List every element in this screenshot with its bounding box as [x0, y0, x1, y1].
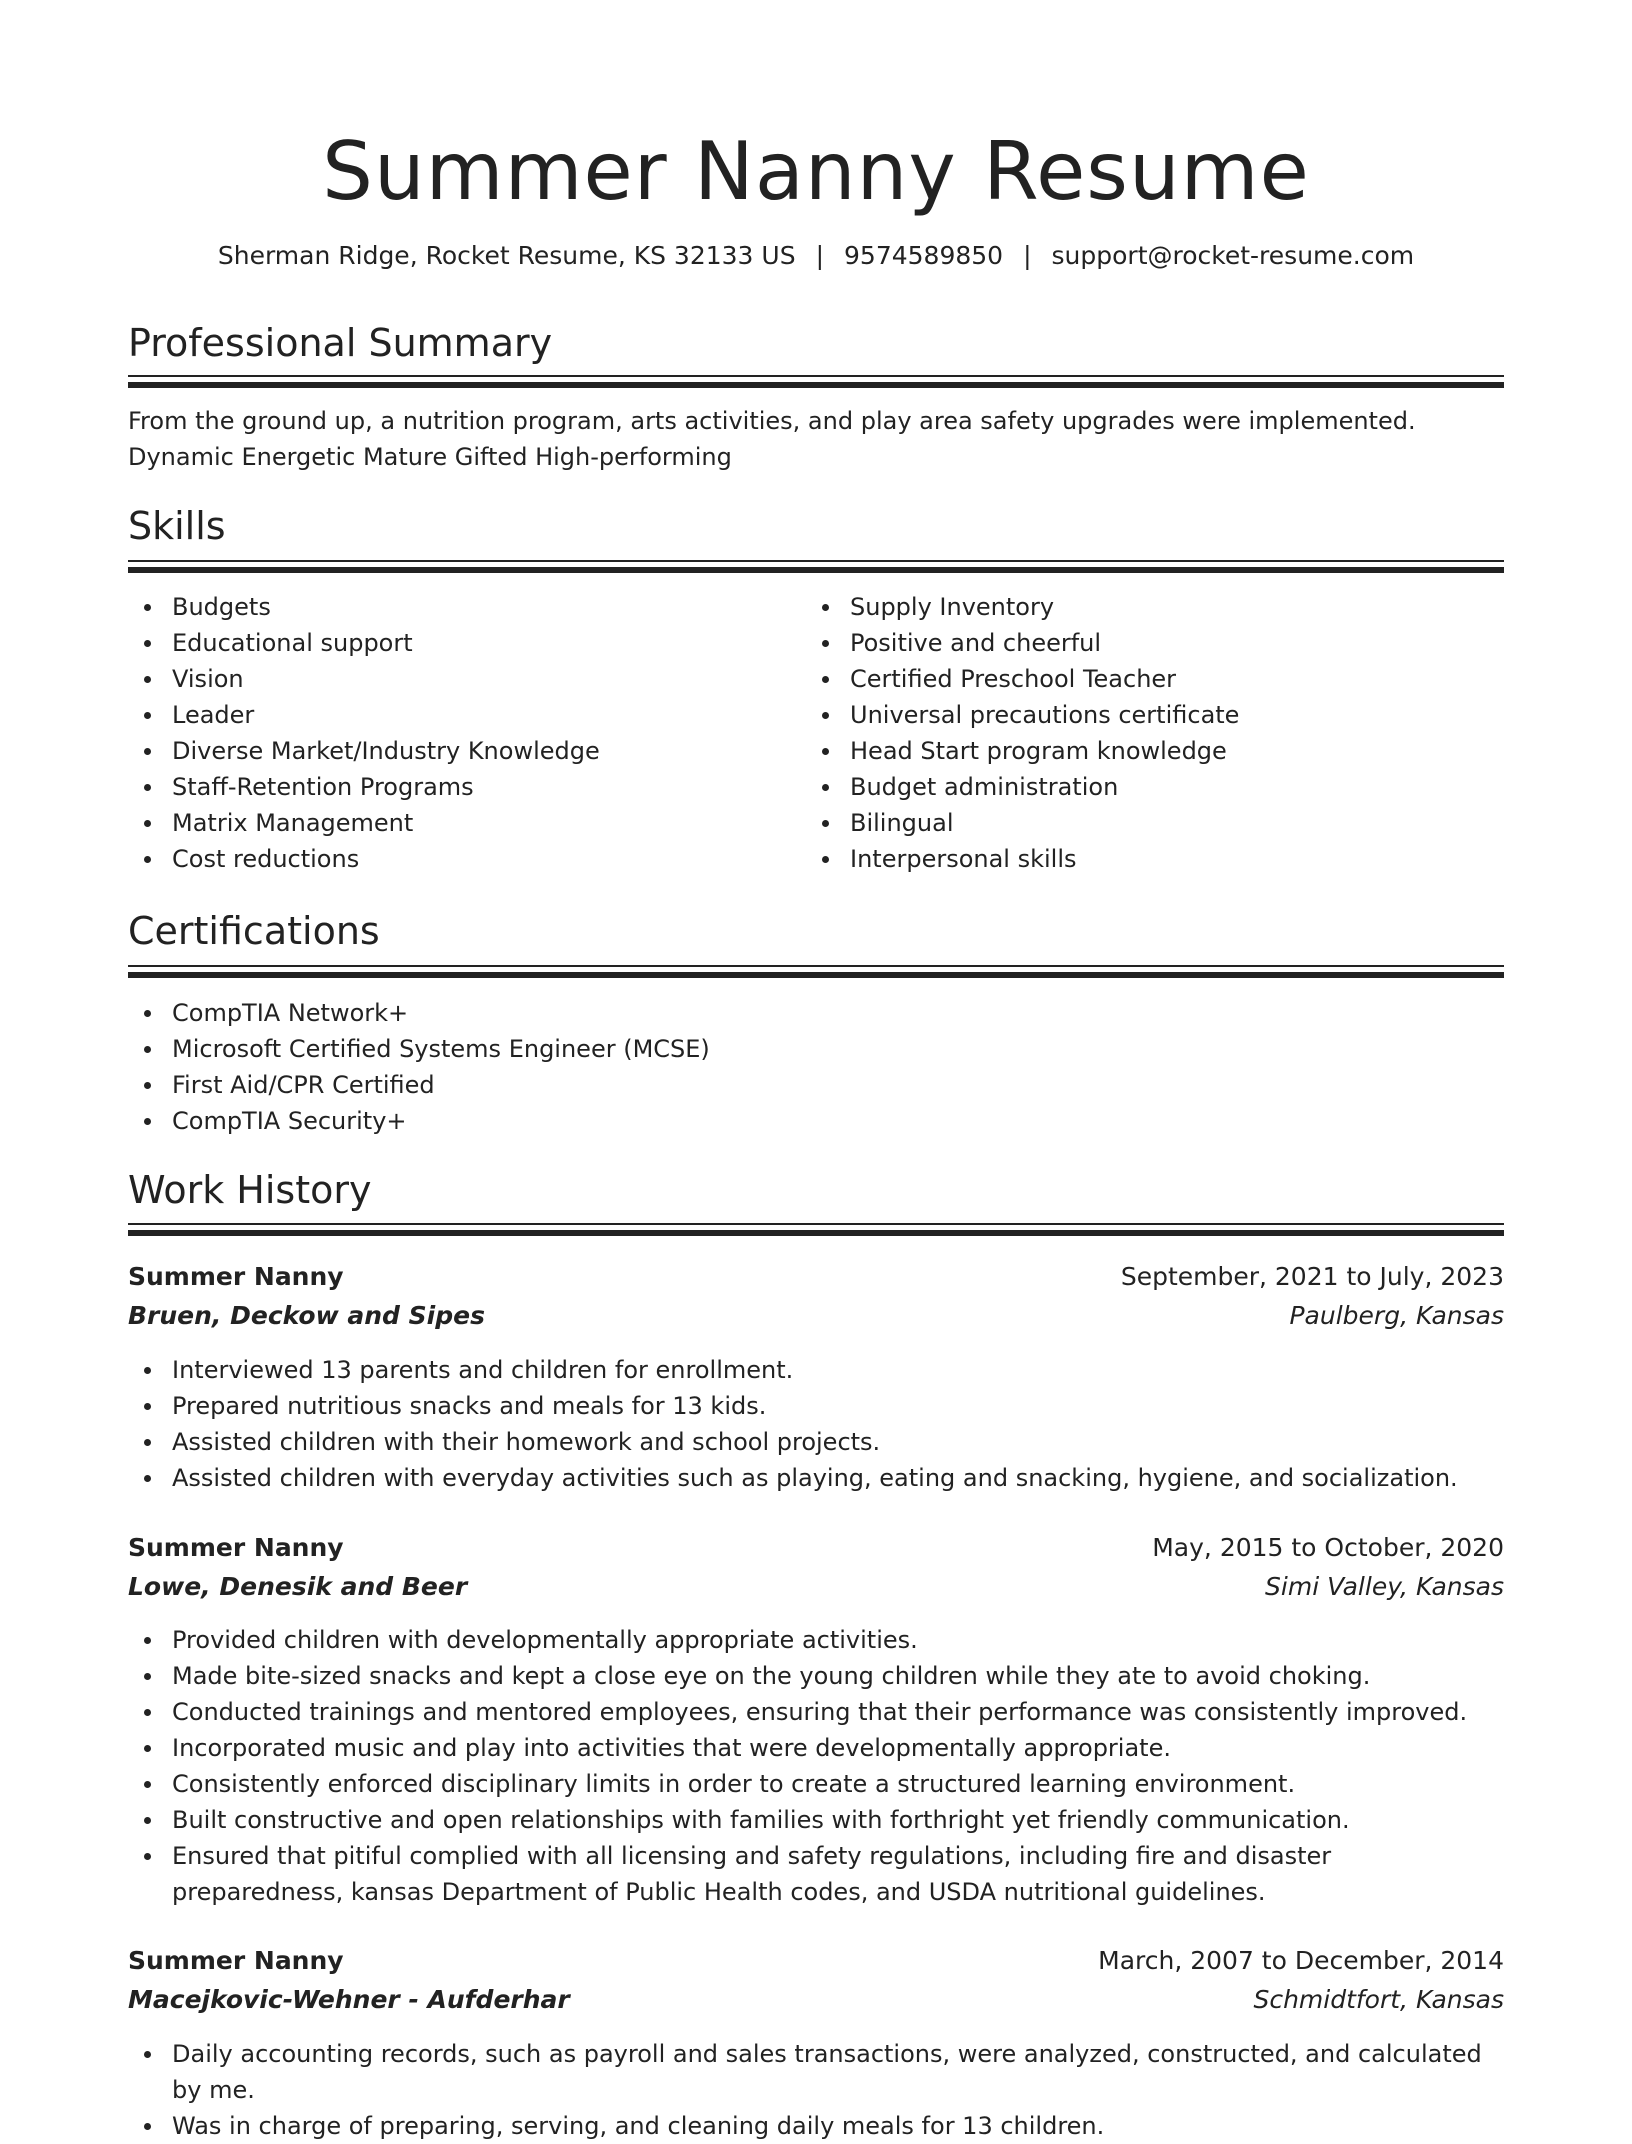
section-title-skills: Skills: [128, 504, 226, 548]
contact-line: [128, 238, 1504, 274]
skill-item: Staff-Retention Programs: [128, 769, 788, 805]
skill-item: Budgets: [128, 589, 788, 625]
certification-item: First Aid/CPR Certified: [128, 1067, 1504, 1103]
job-duty-item: Interviewed 13 parents and children for enrollment.: [128, 1352, 1504, 1388]
section-divider: [128, 1223, 1504, 1237]
skill-item: Leader: [128, 697, 788, 733]
job-location: Paulberg, Kansas: [1289, 1301, 1504, 1330]
skill-item: Educational support: [128, 625, 788, 661]
certification-item: Microsoft Certified Systems Engineer (MCSE): [128, 1031, 1504, 1067]
job-duty-item: Incorporated music and play into activities that were developmentally appropriate.: [128, 1730, 1504, 1766]
job-duties-list: [128, 1352, 1504, 1496]
job-duty-item: Daily accounting records, such as payroll and sales transactions, were analyzed, constructed, and calculated by me.: [128, 2036, 1504, 2108]
job-duty-item: Made bite-sized snacks and kept a close eye on the young children while they ate to avoid choking.: [128, 1658, 1504, 1694]
job-dates: September, 2021 to July, 2023: [1120, 1262, 1504, 1291]
skill-item: Budget administration: [806, 769, 1504, 805]
job-duties-list: [128, 1622, 1504, 1910]
job-duty-item: Was in charge of preparing, serving, and cleaning daily meals for 13 children.: [128, 2108, 1504, 2144]
job-location: Schmidtfort, Kansas: [1253, 1985, 1504, 2014]
contact-separator: |: [815, 241, 825, 270]
job-dates: May, 2015 to October, 2020: [1152, 1533, 1504, 1562]
job-duty-item: Assisted children with everyday activities such as playing, eating and snacking, hygiene, and socialization.: [128, 1460, 1504, 1496]
skills-list-right: [806, 589, 1504, 877]
job-duties-list: [128, 2036, 1504, 2144]
job-duty-item: Consistently enforced disciplinary limits in order to create a structured learning environment.: [128, 1766, 1504, 1802]
skill-item: Vision: [128, 661, 788, 697]
section-title-summary: Professional Summary: [128, 321, 553, 365]
job-location: Simi Valley, Kansas: [1265, 1572, 1504, 1601]
resume-title: Summer Nanny Resume: [322, 125, 1310, 218]
job-dates: March, 2007 to December, 2014: [1098, 1946, 1504, 1975]
job-title: Summer Nanny: [128, 1946, 344, 1975]
certification-item: CompTIA Security+: [128, 1103, 1504, 1139]
summary-text: From the ground up, a nutrition program, arts activities, and play area safety upgrades were implemented. Dynamic Energetic Mature Gifted High-performing: [128, 407, 1416, 471]
skill-item: Cost reductions: [128, 841, 788, 877]
certification-item: CompTIA Network+: [128, 995, 1504, 1031]
job-duty-item: Prepared nutritious snacks and meals for 13 kids.: [128, 1388, 1504, 1424]
skills-list-left: [128, 589, 788, 877]
certifications-list: [128, 995, 1504, 1139]
job-company: Macejkovic-Wehner - Aufderhar: [128, 1985, 570, 2014]
skill-item: Matrix Management: [128, 805, 788, 841]
contact-address: Sherman Ridge, Rocket Resume, KS 32133 US: [217, 241, 796, 270]
job-duty-item: Provided children with developmentally appropriate activities.: [128, 1622, 1504, 1658]
skill-item: Positive and cheerful: [806, 625, 1504, 661]
job-duty-item: Ensured that pitiful complied with all licensing and safety regulations, including fire and disaster preparedness, kansas Department of Public Health codes, and USDA nutritional guidelines.: [128, 1838, 1504, 1910]
section-divider: [128, 965, 1504, 979]
contact-separator: |: [1023, 241, 1032, 270]
job-company: Bruen, Deckow and Sipes: [128, 1301, 485, 1330]
skill-item: Certified Preschool Teacher: [806, 661, 1504, 697]
skill-item: Interpersonal skills: [806, 841, 1504, 877]
skill-item: Head Start program knowledge: [806, 733, 1504, 769]
job-title: Summer Nanny: [128, 1533, 344, 1562]
job-duty-item: Built constructive and open relationships with families with forthright yet friendly communication.: [128, 1802, 1504, 1838]
job-title: Summer Nanny: [128, 1262, 344, 1291]
job-company: Lowe, Denesik and Beer: [128, 1572, 468, 1601]
contact-phone: 9574589850: [844, 241, 1004, 270]
contact-email: support@rocket-resume.com: [1051, 241, 1415, 270]
section-divider: [128, 560, 1504, 574]
job-duty-item: Conducted trainings and mentored employees, ensuring that their performance was consistently improved.: [128, 1694, 1504, 1730]
skill-item: Universal precautions certificate: [806, 697, 1504, 733]
section-divider: [128, 375, 1504, 389]
job-duty-item: Assisted children with their homework and school projects.: [128, 1424, 1504, 1460]
skill-item: Supply Inventory: [806, 589, 1504, 625]
skill-item: Bilingual: [806, 805, 1504, 841]
section-title-work-history: Work History: [128, 1168, 372, 1212]
skill-item: Diverse Market/Industry Knowledge: [128, 733, 788, 769]
section-title-certifications: Certifications: [128, 909, 380, 953]
